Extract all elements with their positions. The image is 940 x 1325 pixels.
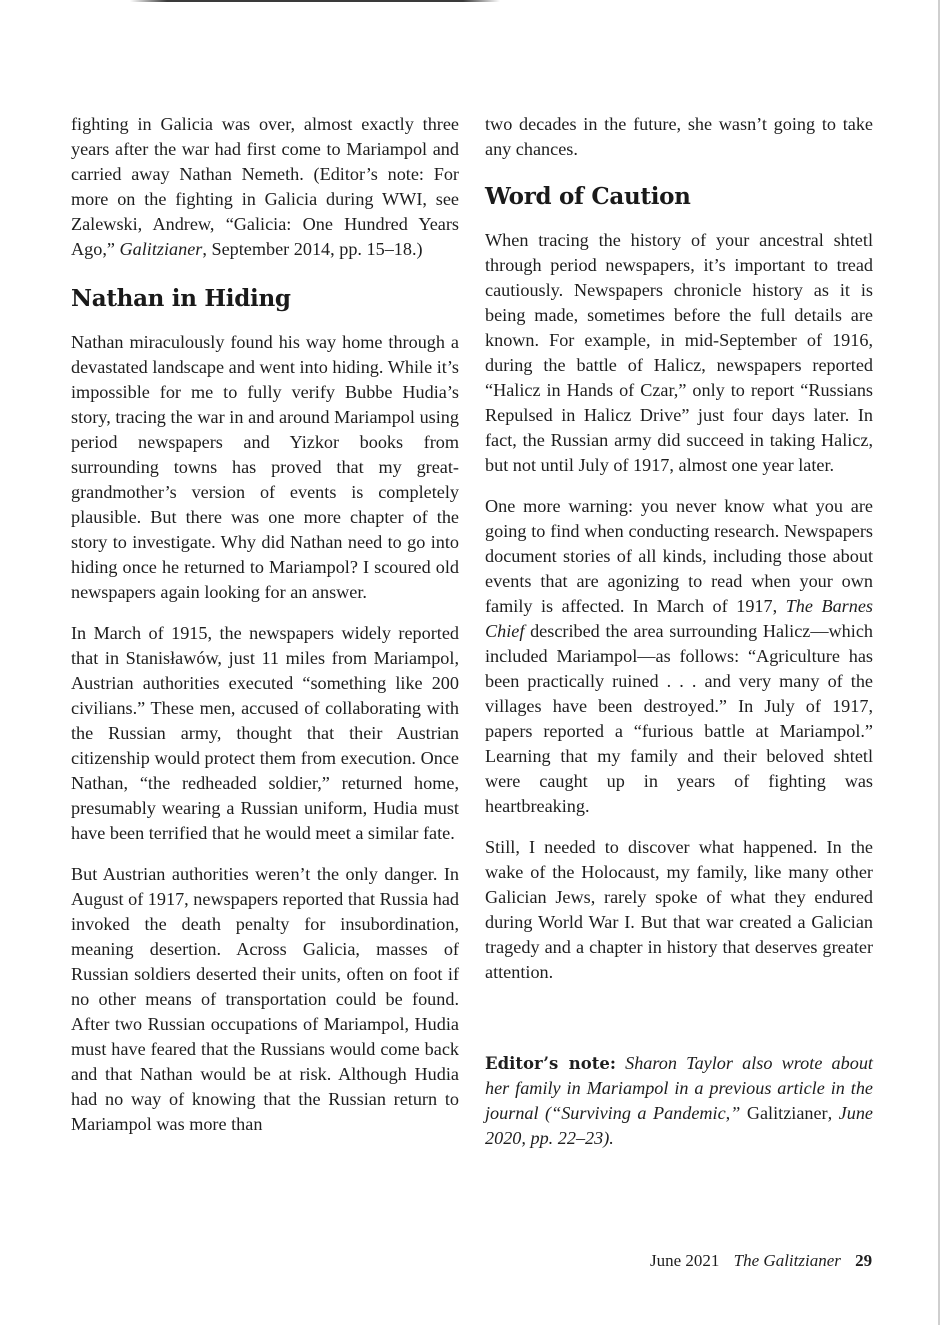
scan-artifact-top-line <box>130 0 500 2</box>
footer-issue-date: June 2021 <box>650 1251 720 1270</box>
paragraph-text: fighting in Galicia was over, almost exactly three years after the war had first come to Mariampol and carried away Nathan Nemeth. (Editor’s note: For more on the fighting in Galicia during WWI, see Zalewski, Andrew, “Galicia: One Hundred Years Ago,” <box>71 114 459 259</box>
paragraph-text: One more warning: you never know what you are going to find when conducting research. Newspapers document stories of all kinds, including those about events that are agonizing to read when your own family is affected. In March of 1917, <box>485 496 873 616</box>
right-paragraph-2: When tracing the history of your ancestral shtetl through period newspapers, it’s important to tread cautiously. Newspapers chronicle history as it is being made, sometimes before the full details are known. For example, in mid-September of 1916, during the battle of Halicz, newspapers reported “Halicz in Hands of Czar,” only to report “Russians Repulsed in Halicz Drive” just four days later. In fact, the Russian army did succeed in taking Halicz, but not until July of 1917, almost one year later. <box>485 230 873 475</box>
left-paragraph-3: In March of 1915, the newspapers widely reported that in Stanisławów, just 11 miles from Mariampol, Austrian authorities executed “something like 200 civilians.” These men, accused of collaborating with the Russian army, thought that their Austrian citizenship would protect them from execution. Once Nathan, “the redheaded soldier,” returned home, presumably wearing a Russian uniform, Hudia must have been terrified that he would meet a similar fate. <box>71 623 459 843</box>
left-paragraph-2: Nathan miraculously found his way home through a devastated landscape and went into hiding. While it’s impossible for me to fully verify Bubbe Hudia’s story, tracing the war in and around Mariampol using period newspapers and Yizkor books from surrounding towns has proved that my great-grandmother’s version of events is completely plausible. But there was one more chapter of the story to investigate. Why did Nathan need to go into hiding once he returned to Mariampol? I scoured old newspapers again looking for an answer. <box>71 332 459 602</box>
paragraph-text: , September 2014, pp. 15–18.) <box>202 239 423 259</box>
section-heading-nathan-in-hiding: Nathan in Hiding <box>71 285 291 312</box>
editors-note <box>485 1051 873 1151</box>
right-paragraph-3 <box>485 494 873 819</box>
page-footer <box>650 1250 872 1272</box>
editors-note-journal-name: Galitzianer <box>746 1103 828 1123</box>
editors-note-text: , June 2020, pp. 22–23). <box>485 1103 873 1148</box>
newspaper-title-italic: The Barnes Chief <box>485 596 873 641</box>
left-paragraph-4: But Austrian authorities weren’t the only danger. In August of 1917, newspapers reported that Russia had invoked the death penalty for insubordination, meaning desertion. Across Galicia, masses of Russian soldiers deserted their units, often on foot if no other means of transportation could be found. After two Russian occupations of Mariampol, Hudia must have feared that the Russians would come back and that Nathan would be at risk. Although Hudia had no way of knowing that the Russian return to Mariampol was more than <box>71 864 459 1134</box>
section-heading-word-of-caution: Word of Caution <box>485 183 691 210</box>
left-column <box>71 112 459 1153</box>
right-paragraph-1: two decades in the future, she wasn’t going to take any chances. <box>485 114 873 159</box>
paragraph-text: described the area surrounding Halicz—which included Mariampol—as follows: “Agriculture has been practically ruined . . . and very many of the villages have been destroyed.” In July of 1917, papers reported a “furious battle at Mariampol.” Learning that my family and their beloved shtetl were caught up in years of fighting was heartbreaking. <box>485 621 873 816</box>
left-paragraph-1 <box>71 112 459 262</box>
editors-note-label: Editor’s note: <box>485 1054 616 1073</box>
right-paragraph-4: Still, I needed to discover what happened. In the wake of the Holocaust, my family, like many other Galician Jews, rarely spoke of what they endured during World War I. But that war created a Galician tragedy and a chapter in history that deserves greater attention. <box>485 837 873 982</box>
footer-page-number: 29 <box>855 1251 873 1270</box>
journal-title-italic: Galitzianer <box>119 239 203 259</box>
editors-note-text: Sharon Taylor also wrote about her family in Mariampol in a previous article in the journal (“Surviving a Pandemic,” <box>485 1053 873 1123</box>
right-column <box>485 112 873 1167</box>
footer-journal-name: The Galitzianer <box>733 1251 841 1270</box>
